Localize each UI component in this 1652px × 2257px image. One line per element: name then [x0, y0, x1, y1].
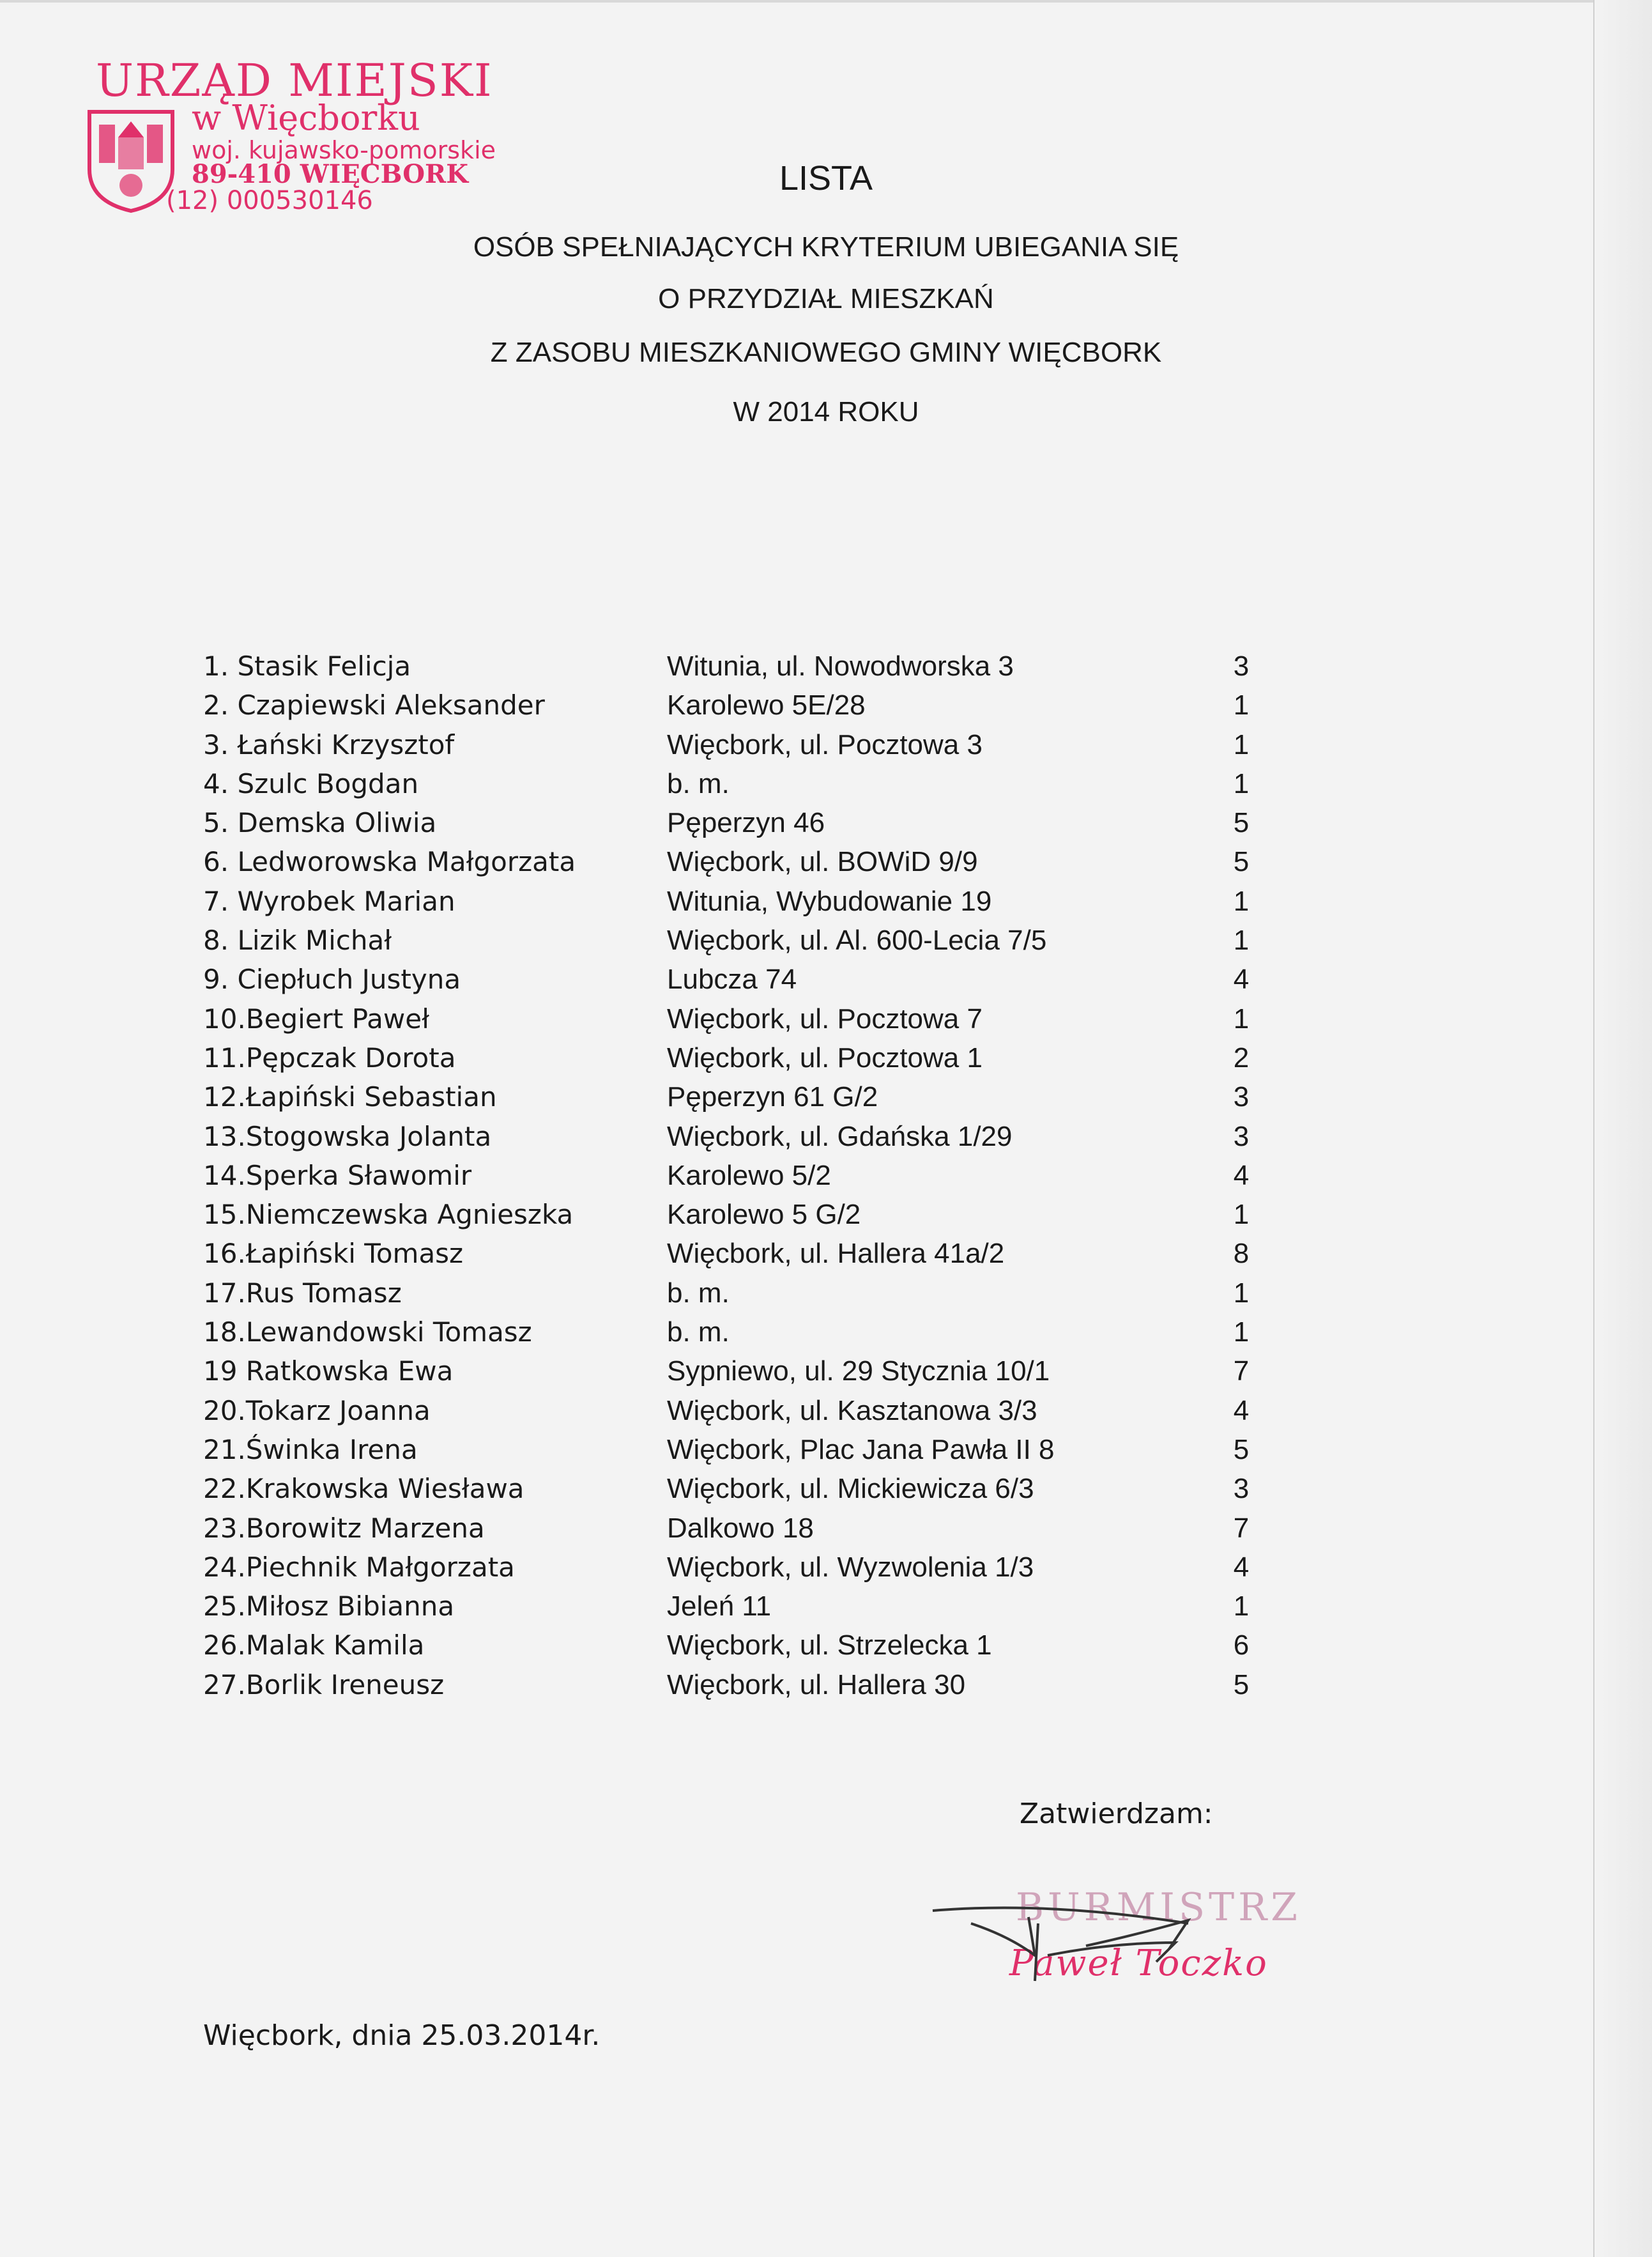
entry-address: Więcbork, ul. Wyzwolenia 1/3 [667, 1551, 1034, 1583]
entry-no-name [203, 1199, 573, 1230]
entry-name: Świnka Irena [245, 1433, 418, 1465]
stamp-region: woj. kujawsko-pomorskie [192, 136, 496, 164]
entry-household-count: 7 [1233, 1512, 1250, 1544]
entry-no-name [203, 1629, 424, 1661]
table-row [203, 1473, 1289, 1512]
table-row [203, 1355, 1289, 1394]
entry-household-count: 7 [1233, 1355, 1250, 1387]
entry-number: 10. [203, 1003, 246, 1035]
entry-address: Więcbork, ul. Hallera 41a/2 [667, 1238, 1005, 1270]
entry-number: 3. [203, 728, 238, 760]
entry-address: Karolewo 5/2 [667, 1159, 831, 1191]
entry-number: 8. [203, 925, 238, 957]
entry-household-count: 6 [1233, 1629, 1250, 1661]
entry-no-name [203, 1513, 485, 1544]
entry-name: Borlik Ireneusz [245, 1668, 445, 1700]
entry-household-count: 1 [1233, 925, 1250, 957]
stamp-title: URZĄD MIEJSKI [96, 54, 493, 107]
table-row [203, 651, 1289, 689]
entry-address: Więcbork, ul. Strzelecka 1 [667, 1629, 992, 1661]
entry-household-count: 1 [1233, 1277, 1250, 1309]
entry-address: b. m. [667, 767, 730, 799]
entry-number: 11. [203, 1042, 246, 1074]
entry-address: Jeleń 11 [667, 1591, 772, 1622]
entry-name: Ledworowska Małgorzata [237, 846, 576, 878]
entry-no-name [203, 925, 392, 956]
entry-address: b. m. [667, 1277, 730, 1309]
entry-name: Rus Tomasz [245, 1277, 402, 1309]
entry-household-count: 4 [1233, 1551, 1250, 1583]
entry-number: 1. [203, 651, 238, 682]
entry-household-count: 4 [1233, 1394, 1250, 1426]
entry-number: 9. [203, 964, 238, 996]
entry-address: Dalkowo 18 [667, 1512, 814, 1544]
entry-no-name [203, 729, 454, 760]
entry-number: 4. [203, 767, 238, 799]
entry-household-count: 1 [1233, 1199, 1250, 1231]
entry-name: Krakowska Wiesława [245, 1473, 524, 1505]
entry-number: 25. [203, 1591, 246, 1622]
table-row [203, 1238, 1289, 1277]
stamp-postal: 89-410 WIĘCBORK [192, 159, 469, 189]
entry-no-name [203, 1669, 444, 1700]
entry-number: 27. [203, 1668, 246, 1700]
entry-household-count: 5 [1233, 807, 1250, 839]
entry-no-name [203, 1160, 471, 1191]
entry-no-name [203, 1552, 515, 1583]
entries-list [203, 651, 1289, 1708]
entry-no-name [203, 1238, 463, 1269]
entry-address: Witunia, Wybudowanie 19 [667, 885, 992, 917]
entry-no-name [203, 886, 455, 917]
entry-name: Łański Krzysztof [237, 728, 455, 760]
entry-household-count: 4 [1233, 1159, 1250, 1191]
table-row [203, 1669, 1289, 1708]
entry-number: 15. [203, 1199, 246, 1231]
mayor-stamp-title: BURMISTRZ [1016, 1885, 1301, 1930]
entry-household-count: 3 [1233, 1081, 1250, 1113]
entry-number: 19 [203, 1355, 246, 1387]
entry-no-name [203, 807, 436, 838]
table-row [203, 886, 1289, 925]
entry-name: Lewandowski Tomasz [245, 1316, 532, 1348]
entry-number: 6. [203, 846, 238, 878]
entry-name: Miłosz Bibianna [245, 1591, 455, 1622]
entry-household-count: 5 [1233, 1668, 1250, 1700]
entry-name: Tokarz Joanna [245, 1394, 431, 1426]
entry-no-name [203, 1081, 497, 1113]
entry-household-count: 3 [1233, 651, 1250, 682]
entry-no-name [203, 768, 418, 799]
table-row [203, 846, 1289, 885]
entry-household-count: 5 [1233, 1433, 1250, 1465]
entry-address: Pęperzyn 46 [667, 807, 825, 839]
entry-number: 23. [203, 1512, 246, 1544]
heading-line-4: W 2014 ROKU [733, 396, 919, 428]
entry-name: Lizik Michał [237, 925, 392, 957]
entry-number: 26. [203, 1629, 246, 1661]
entry-number: 5. [203, 807, 238, 839]
table-row [203, 1277, 1289, 1316]
entry-address: Witunia, ul. Nowodworska 3 [667, 651, 1014, 682]
stamp-town: w Więcborku [192, 98, 420, 138]
entry-no-name [203, 1316, 532, 1348]
table-row [203, 1552, 1289, 1591]
approval-label: Zatwierdzam: [1020, 1798, 1213, 1830]
entry-address: Lubcza 74 [667, 964, 797, 996]
entry-address: Karolewo 5 G/2 [667, 1199, 861, 1231]
heading-line-1: OSÓB SPEŁNIAJĄCYCH KRYTERIUM UBIEGANIA SIĘ [473, 231, 1179, 263]
entry-number: 12. [203, 1081, 246, 1113]
entry-no-name [203, 1355, 453, 1387]
entry-name: Demska Oliwia [237, 807, 437, 839]
heading-line-2: O PRZYDZIAŁ MIESZKAŃ [658, 283, 994, 314]
entry-name: Ciepłuch Justyna [237, 964, 461, 996]
entry-number: 14. [203, 1159, 246, 1191]
entry-address: Więcbork, ul. Gdańska 1/29 [667, 1120, 1013, 1152]
entry-no-name [203, 1003, 429, 1035]
stamp-regon: (12) 000530146 [166, 186, 373, 215]
entry-no-name [203, 1473, 524, 1504]
entry-address: Sypniewo, ul. 29 Stycznia 10/1 [667, 1355, 1050, 1387]
table-row [203, 1042, 1289, 1081]
table-row [203, 1081, 1289, 1120]
entry-name: Pępczak Dorota [245, 1042, 456, 1074]
table-row [203, 1591, 1289, 1629]
entry-number: 17. [203, 1277, 246, 1309]
entry-no-name [203, 1591, 454, 1622]
entry-name: Ratkowska Ewa [245, 1355, 454, 1387]
entry-address: Więcbork, ul. BOWiD 9/9 [667, 846, 978, 878]
table-row [203, 768, 1289, 807]
entry-household-count: 2 [1233, 1042, 1250, 1074]
entry-no-name [203, 1395, 431, 1426]
entry-number: 21. [203, 1433, 246, 1465]
entry-no-name [203, 651, 411, 682]
entry-household-count: 1 [1233, 728, 1250, 760]
entry-household-count: 4 [1233, 964, 1250, 996]
entry-name: Sperka Sławomir [245, 1159, 472, 1191]
entry-household-count: 5 [1233, 846, 1250, 878]
table-row [203, 807, 1289, 846]
entry-number: 22. [203, 1473, 246, 1505]
table-row [203, 1316, 1289, 1355]
table-row [203, 925, 1289, 964]
document-title: LISTA [779, 159, 873, 197]
entry-household-count: 1 [1233, 767, 1250, 799]
entry-name: Borowitz Marzena [245, 1512, 485, 1544]
entry-household-count: 1 [1233, 885, 1250, 917]
entry-name: Szulc Bogdan [237, 767, 419, 799]
entry-name: Piechnik Małgorzata [245, 1551, 515, 1583]
entry-address: Pęperzyn 61 G/2 [667, 1081, 878, 1113]
table-row [203, 1395, 1289, 1434]
entry-address: Więcbork, ul. Kasztanowa 3/3 [667, 1394, 1037, 1426]
entry-address: Więcbork, Plac Jana Pawła II 8 [667, 1433, 1055, 1465]
table-row [203, 1434, 1289, 1473]
entry-address: Więcbork, ul. Pocztowa 7 [667, 1003, 983, 1035]
entry-household-count: 3 [1233, 1473, 1250, 1505]
entry-name: Stasik Felicja [237, 651, 411, 682]
entry-name: Niemczewska Agnieszka [245, 1199, 574, 1231]
mayor-stamp-name: Paweł Toczko [1009, 1943, 1268, 1984]
entry-name: Malak Kamila [245, 1629, 425, 1661]
entry-no-name [203, 1434, 418, 1465]
entry-no-name [203, 1042, 455, 1074]
table-row [203, 729, 1289, 768]
entry-number: 20. [203, 1394, 246, 1426]
entry-name: Stogowska Jolanta [245, 1120, 492, 1152]
entry-number: 2. [203, 689, 238, 721]
entry-no-name [203, 1277, 402, 1309]
entry-address: Więcbork, ul. Pocztowa 1 [667, 1042, 983, 1074]
table-row [203, 1160, 1289, 1199]
entry-number: 18. [203, 1316, 246, 1348]
entry-address: Więcbork, ul. Pocztowa 3 [667, 728, 983, 760]
entry-name: Czapiewski Aleksander [237, 689, 545, 721]
entry-no-name [203, 846, 576, 877]
table-row [203, 1199, 1289, 1238]
entry-address: b. m. [667, 1316, 730, 1348]
entry-number: 13. [203, 1120, 246, 1152]
table-row [203, 1003, 1289, 1042]
entry-name: Łapiński Sebastian [245, 1081, 497, 1113]
entry-no-name [203, 1121, 491, 1152]
table-row [203, 1629, 1289, 1668]
entry-no-name [203, 689, 545, 721]
place-and-date: Więcbork, dnia 25.03.2014r. [203, 2019, 600, 2052]
heading-line-3: Z ZASOBU MIESZKANIOWEGO GMINY WIĘCBORK [490, 337, 1162, 368]
entry-number: 16. [203, 1238, 246, 1270]
entry-name: Wyrobek Marian [237, 885, 455, 917]
entry-number: 24. [203, 1551, 246, 1583]
entry-address: Karolewo 5E/28 [667, 689, 866, 721]
table-row [203, 1513, 1289, 1552]
entry-number: 7. [203, 885, 238, 917]
table-row [203, 1121, 1289, 1160]
entry-household-count: 1 [1233, 1316, 1250, 1348]
entry-name: Begiert Paweł [245, 1003, 430, 1035]
entry-address: Więcbork, ul. Al. 600-Lecia 7/5 [667, 925, 1047, 957]
entry-household-count: 3 [1233, 1120, 1250, 1152]
table-row [203, 964, 1289, 1003]
entry-no-name [203, 964, 461, 995]
entry-household-count: 1 [1233, 1003, 1250, 1035]
scan-edge-top [0, 0, 1652, 3]
entry-address: Więcbork, ul. Hallera 30 [667, 1668, 966, 1700]
handwritten-signature-icon [920, 1885, 1303, 2013]
table-row [203, 689, 1289, 728]
mayor-signature-block [920, 1885, 1303, 2013]
entry-address: Więcbork, ul. Mickiewicza 6/3 [667, 1473, 1034, 1505]
entry-household-count: 8 [1233, 1238, 1250, 1270]
entry-household-count: 1 [1233, 1591, 1250, 1622]
entry-household-count: 1 [1233, 689, 1250, 721]
entry-name: Łapiński Tomasz [245, 1238, 464, 1270]
